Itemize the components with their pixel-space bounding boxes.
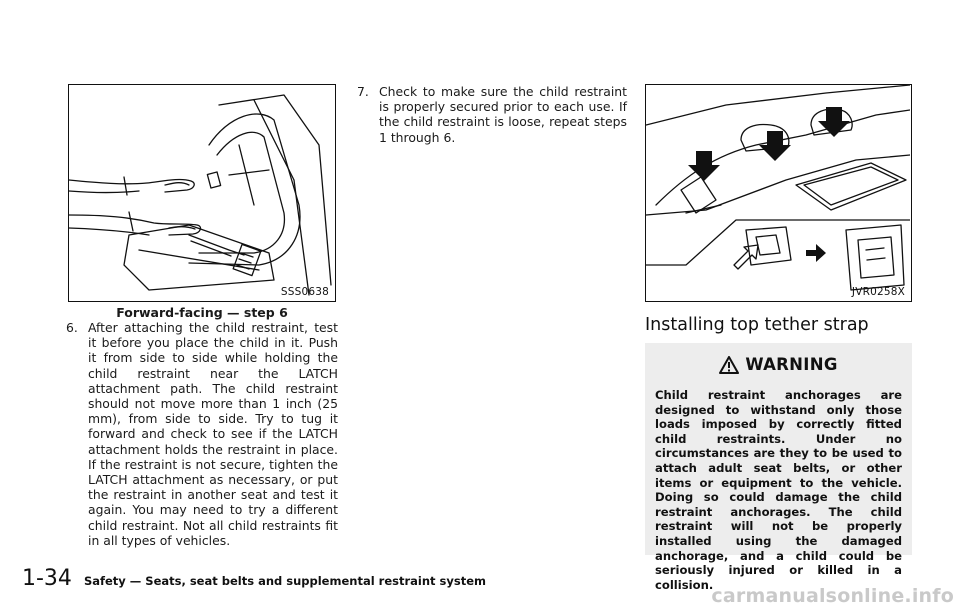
figure-code: JVR0258X — [851, 286, 905, 298]
warning-header — [655, 355, 902, 374]
step-text: After attaching the child restraint, test it before you place the child in it. Push it from side to side while holding the child restraint near the LATCH attachment path. The child restraint should not move more than 1 inch (25 mm), from side to side. Try to tug it forward and check to see if the LATCH attachment holds the restraint in place. If the restraint is not secure, tighten the LATCH attachment as necessary, or put the restraint in another seat and test it again. You may need to try a different child restraint. Not all child restraints fit in all types of vehicles. — [88, 320, 338, 548]
child-seat-latch-illustration — [69, 85, 334, 300]
warning-title: WARNING — [745, 355, 838, 374]
figure-child-seat-latch — [68, 84, 336, 302]
warning-triangle-icon — [719, 356, 739, 374]
warning-text: Child restraint anchorages are designed to withstand only those loads imposed by correctly fitted child restraints. Under no circumstances are they to be used to attach adult seat belts, or other items or equipment to the vehicle. Doing so could damage the child restraint anchorages. The child restraint will not be properly installed using the damaged anchorage, and a child could be seriously injured or killed in a collision. — [655, 388, 902, 592]
footer-title: Safety — Seats, seat belts and supplemental restraint system — [83, 574, 486, 588]
step-number: 7. — [357, 84, 369, 99]
step-number: 6. — [66, 320, 78, 335]
figure-caption: Forward-facing — step 6 — [116, 305, 288, 320]
seat-anchor-illustration — [646, 85, 910, 300]
page-number: 1-34 — [22, 566, 72, 591]
watermark: carmanualsonline.info — [711, 585, 954, 607]
section-title: Installing top tether strap — [645, 315, 869, 335]
figure-code: SSS0638 — [280, 286, 329, 298]
page-footer — [22, 566, 486, 591]
step-6 — [66, 320, 338, 548]
step-7 — [357, 84, 627, 145]
step-text: Check to make sure the child restraint is properly secured prior to each use. If the child restraint is loose, repeat steps 1 through 6. — [379, 84, 627, 145]
figure-seat-anchors — [645, 84, 912, 302]
warning-box — [645, 343, 912, 592]
